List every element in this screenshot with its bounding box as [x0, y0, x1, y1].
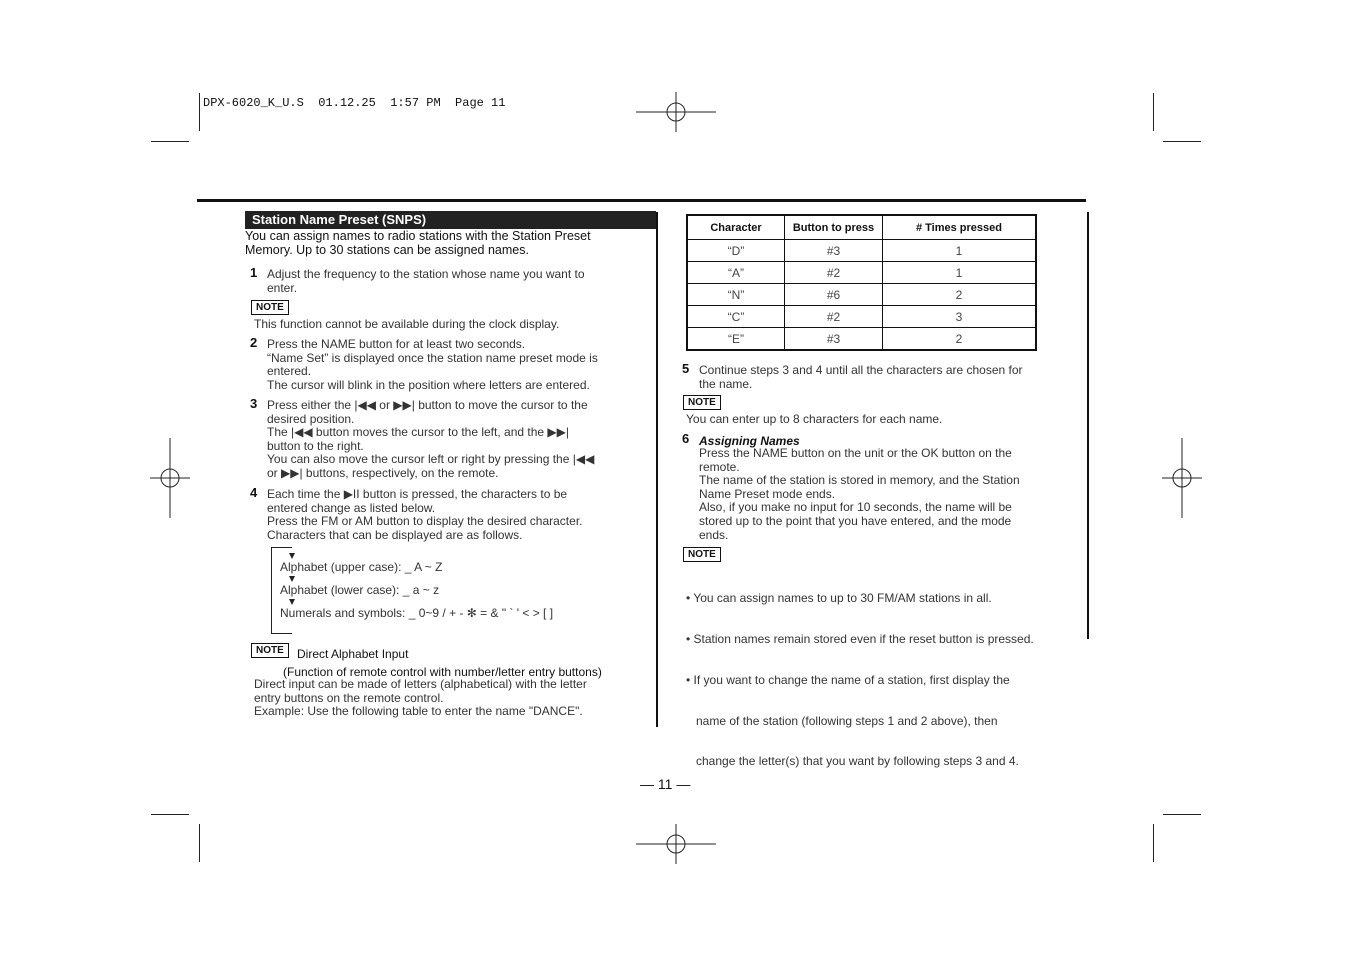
table-row — [687, 306, 1036, 328]
registration-mark-icon — [1162, 438, 1202, 518]
step-number: 3 — [250, 396, 258, 411]
page-number: — 11 — — [640, 776, 691, 792]
arrow-down-icon — [289, 553, 295, 559]
step-number: 5 — [682, 361, 690, 376]
crop-mark — [1163, 814, 1201, 815]
table-cell: “A” — [687, 262, 785, 284]
char-list-item: Alphabet (lower case): _ a ~ z — [280, 583, 440, 597]
table-cell: #2 — [785, 306, 883, 328]
note-badge: NOTE — [251, 643, 289, 658]
table-cell: “E” — [687, 328, 785, 351]
print-slug: DPX-6020_K_U.S 01.12.25 1:57 PM Page 11 — [203, 96, 506, 110]
table-row — [687, 328, 1036, 351]
table-cell: #6 — [785, 284, 883, 306]
note-5-text: You can enter up to 8 characters for each name. — [686, 412, 943, 426]
note-1-text: This function cannot be available during the clock display. — [254, 317, 560, 331]
table-cell: 1 — [883, 262, 1037, 284]
step-6-text: Press the NAME button on the unit or the OK button on the remote. The name of the station is stored in memory, and the Station Name Preset mode ends. Also, if you make no input for 10 seconds, the name will be stored up to the point that you have entered, and the mode ends. — [699, 446, 1020, 542]
crop-mark — [199, 93, 200, 131]
table-row — [687, 284, 1036, 306]
table-cell: 3 — [883, 306, 1037, 328]
step-6-title: Assigning Names — [699, 434, 800, 448]
crop-mark — [1153, 93, 1154, 131]
crop-mark — [199, 824, 200, 862]
table-cell: #2 — [785, 262, 883, 284]
crop-mark — [1153, 824, 1154, 862]
direct-input-subtitle: (Function of remote control with number/letter entry buttons) — [283, 665, 602, 679]
table-cell: “D” — [687, 240, 785, 262]
direct-input-title: Direct Alphabet Input — [297, 647, 409, 661]
intro-text: You can assign names to radio stations with the Station Preset Memory. Up to 30 stations can be assigned names. — [245, 229, 591, 257]
table-header-row — [687, 215, 1036, 240]
step-number: 2 — [250, 335, 258, 350]
section-title: Station Name Preset (SNPS) — [245, 211, 656, 229]
table-cell: “N” — [687, 284, 785, 306]
column-divider — [656, 212, 658, 727]
step-number: 6 — [682, 431, 690, 446]
crop-mark — [1163, 141, 1201, 142]
table-row — [687, 262, 1036, 284]
step-3-text: Press either the |◀◀ or ▶▶| button to move the cursor to the desired position. The |◀◀ button moves the cursor to the left, and the ▶▶| button to the right. You can also move the cursor left or right by pressing the |◀◀ or ▶▶| buttons, respectively, on the remote. — [267, 398, 595, 480]
dance-input-table — [686, 214, 1037, 351]
table-cell: 2 — [883, 328, 1037, 351]
table-cell: “C” — [687, 306, 785, 328]
table-row — [687, 240, 1036, 262]
step-number: 1 — [250, 265, 258, 280]
column-divider — [1087, 212, 1089, 639]
registration-mark-icon — [636, 92, 716, 132]
step-2-text: Press the NAME button for at least two seconds. “Name Set” is displayed once the station name preset mode is entered. The cursor will blink in the position where letters are entered. — [267, 337, 598, 392]
direct-input-text: Direct input can be made of letters (alphabetical) with the letter entry buttons on the remote control. Example: Use the following table to enter the name "DANCE". — [254, 677, 587, 719]
char-list-item: Alphabet (upper case): _ A ~ Z — [280, 560, 443, 574]
char-list-item: Numerals and symbols: _ 0~9 / + - ✻ = & " ` ' < > [ ] — [280, 606, 554, 620]
header-rule — [197, 199, 1086, 202]
arrow-down-icon — [289, 576, 295, 582]
step-number: 4 — [250, 485, 258, 500]
table-cell: 2 — [883, 284, 1037, 306]
crop-mark — [151, 141, 189, 142]
crop-mark — [151, 814, 189, 815]
table-header: Button to press — [785, 215, 883, 240]
registration-mark-icon — [636, 824, 716, 864]
note-badge: NOTE — [251, 300, 289, 315]
table-header: Character — [687, 215, 785, 240]
note-6-text: • You can assign names to up to 30 FM/AM stations in all. • Station names remain stored even if the reset button is pressed. • If you want to change the name of a station, first display the name of the station (following steps 1 and 2 above), then change the letter(s) that you want by following steps 3 and 4. — [686, 591, 1034, 769]
step-5-text: Continue steps 3 and 4 until all the characters are chosen for the name. — [699, 363, 1023, 391]
table-cell: #3 — [785, 328, 883, 351]
table-cell: 1 — [883, 240, 1037, 262]
step-1-text: Adjust the frequency to the station whose name you want to enter. — [267, 267, 585, 295]
registration-mark-icon — [150, 438, 190, 518]
arrow-down-icon — [289, 599, 295, 605]
step-4-text: Each time the ▶II button is pressed, the characters to be entered change as listed below. Press the FM or AM button to display the desired character. Characters that can be displayed are as follows. — [267, 487, 583, 542]
note-badge: NOTE — [683, 547, 721, 562]
note-badge: NOTE — [683, 395, 721, 410]
table-header: # Times pressed — [883, 215, 1037, 240]
table-cell: #3 — [785, 240, 883, 262]
